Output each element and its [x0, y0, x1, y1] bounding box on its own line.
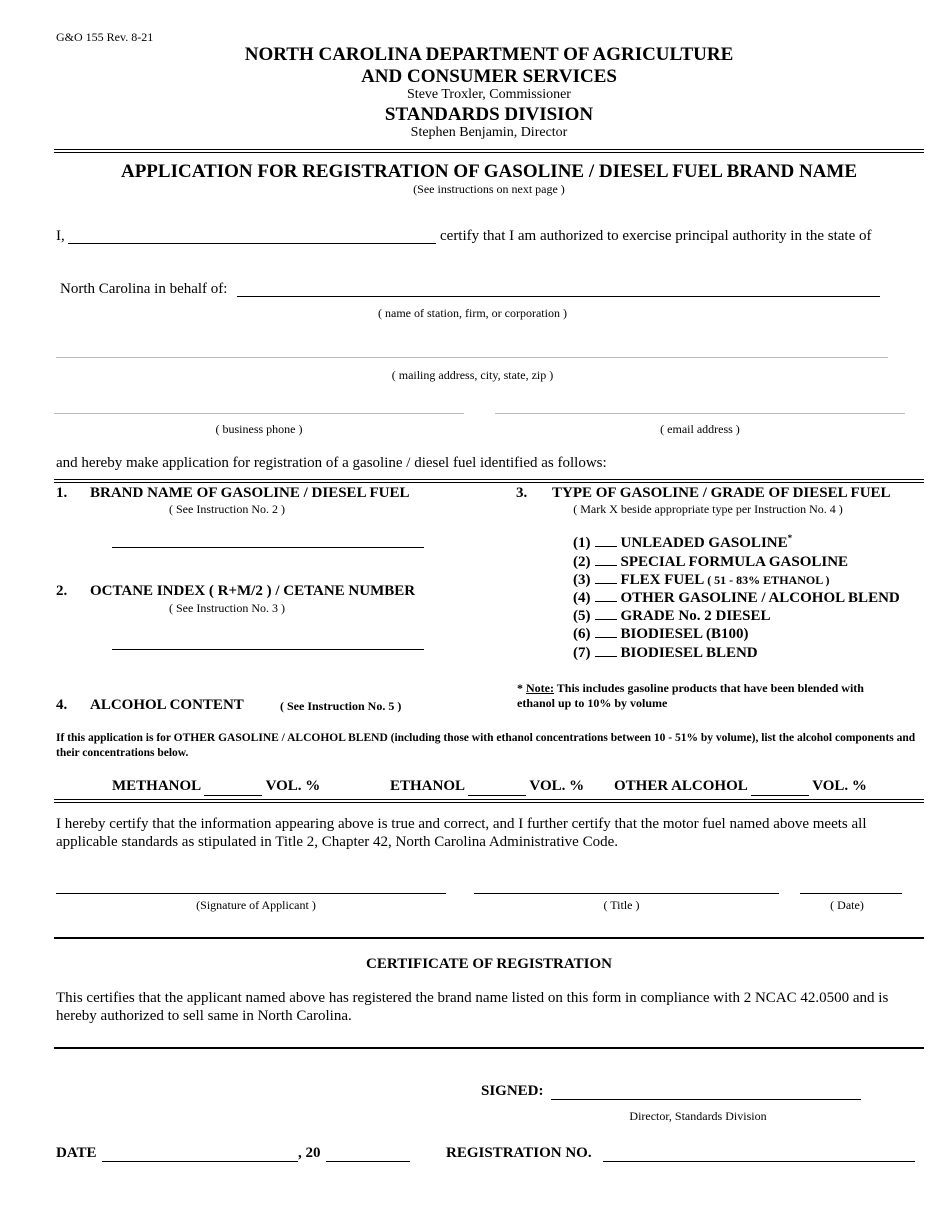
section1-instruction: ( See Instruction No. 2 ) [169, 502, 285, 516]
methanol-percent-field[interactable] [204, 779, 262, 796]
registration-date-field[interactable] [102, 1142, 298, 1162]
ethanol-percent-field[interactable] [468, 779, 526, 796]
date-caption: ( Date) [830, 898, 864, 912]
fuel-type-mark-1 [595, 532, 617, 547]
fuel-type-mark-7 [595, 642, 617, 657]
certificate-divider-top [54, 937, 924, 939]
mailing-address-field[interactable] [56, 338, 888, 358]
fuel-type-option-7[interactable]: (7) BIODIESEL BLEND [573, 642, 758, 662]
signed-label: SIGNED: [481, 1083, 544, 1099]
section-divider-bottom [54, 799, 924, 803]
fuel-type-option-6[interactable]: (6) BIODIESEL (B100) [573, 623, 748, 643]
date-label: DATE [56, 1145, 97, 1161]
form-title: APPLICATION FOR REGISTRATION OF GASOLINE / DIESEL FUEL BRAND NAME [120, 161, 857, 182]
blend-instructions: If this application is for OTHER GASOLINE / ALCOHOL BLEND (including those with ethanol concentrations between 10 - 51% by volume), list the alcohol components and their concentrations below. [56, 732, 916, 759]
department-name-line2: AND CONSUMER SERVICES [361, 66, 617, 87]
certification-text: I hereby certify that the information appearing above is true and correct, and I further certify that the motor fuel named above meets all applicable standards as stipulated in Title 2, Chapter 42, North Carolina Administrative Code. [56, 816, 867, 850]
signature-field[interactable] [56, 874, 446, 894]
application-intro: and hereby make application for registration of a gasoline / diesel fuel identified as follows: [56, 455, 607, 471]
fuel-type-option-1[interactable]: (1) UNLEADED GASOLINE* [573, 533, 793, 551]
registration-number-label: REGISTRATION NO. [446, 1145, 592, 1161]
fuel-type-option-2[interactable]: (2) SPECIAL FORMULA GASOLINE [573, 551, 848, 571]
form-subtitle: (See instructions on next page ) [413, 182, 565, 196]
brand-name-field[interactable] [112, 528, 424, 548]
section1-title: BRAND NAME OF GASOLINE / DIESEL FUEL [90, 485, 410, 501]
section-divider-top [54, 479, 924, 483]
fuel-type-mark-2 [595, 551, 617, 566]
registration-number-field[interactable] [603, 1142, 915, 1162]
section3-title: TYPE OF GASOLINE / GRADE OF DIESEL FUEL [552, 485, 891, 501]
fuel-type-option-5[interactable]: (5) GRADE No. 2 DIESEL [573, 605, 771, 625]
commissioner-name: Steve Troxler, Commissioner [407, 87, 571, 102]
section2-instruction: ( See Instruction No. 3 ) [169, 601, 285, 615]
methanol-entry: METHANOL VOL. % [112, 778, 321, 794]
director-caption: Director, Standards Division [629, 1109, 767, 1123]
certify-suffix: certify that I am authorized to exercise principal authority in the state of [440, 228, 872, 244]
section1-number: 1. [56, 485, 68, 501]
certificate-divider-bottom [54, 1047, 924, 1049]
fuel-type-option-3[interactable]: (3) FLEX FUEL ( 51 - 83% ETHANOL ) [573, 569, 830, 589]
director-signature-field[interactable] [551, 1080, 861, 1100]
fuel-type-option-4[interactable]: (4) OTHER GASOLINE / ALCOHOL BLEND [573, 587, 900, 607]
section3-instruction: ( Mark X beside appropriate type per Instruction No. 4 ) [573, 502, 843, 516]
ethanol-note-line2: ethanol up to 10% by volume [517, 696, 668, 710]
certify-prefix: I, [56, 228, 65, 244]
department-name-line1: NORTH CAROLINA DEPARTMENT OF AGRICULTURE [244, 44, 734, 65]
director-name: Stephen Benjamin, Director [410, 125, 568, 140]
business-name-field[interactable] [237, 277, 880, 297]
applicant-name-field[interactable] [68, 224, 436, 244]
fuel-type-mark-5 [595, 605, 617, 620]
ethanol-note: * Note: This includes gasoline products that have been blended with [517, 681, 864, 695]
section2-number: 2. [56, 583, 68, 599]
fuel-type-mark-3 [595, 569, 617, 584]
behalf-label: North Carolina in behalf of: [60, 281, 228, 297]
fuel-type-mark-4 [595, 587, 617, 602]
certificate-text: This certifies that the applicant named above has registered the brand name listed on this form in compliance with 2 NCAC 42.0500 and is hereby authorized to sell same in North Carolina. [56, 990, 889, 1024]
certificate-heading: CERTIFICATE OF REGISTRATION [366, 956, 612, 972]
header-divider [54, 149, 924, 153]
business-name-caption: ( name of station, firm, or corporation ) [378, 306, 567, 320]
date-field[interactable] [800, 874, 902, 894]
other-alcohol-entry: OTHER ALCOHOL VOL. % [614, 778, 867, 794]
other-alcohol-percent-field[interactable] [751, 779, 809, 796]
email-address-field[interactable] [495, 394, 905, 414]
business-phone-field[interactable] [54, 394, 464, 414]
form-number: G&O 155 Rev. 8-21 [56, 30, 154, 44]
mailing-address-caption: ( mailing address, city, state, zip ) [391, 368, 554, 382]
section4-title: ALCOHOL CONTENT [90, 697, 244, 713]
section4-number: 4. [56, 697, 68, 713]
section4-instruction: ( See Instruction No. 5 ) [280, 699, 402, 713]
business-phone-caption: ( business phone ) [215, 422, 303, 436]
year-prefix: , 20 [298, 1145, 321, 1161]
title-caption: ( Title ) [603, 898, 640, 912]
fuel-type-mark-6 [595, 623, 617, 638]
title-field[interactable] [474, 874, 779, 894]
division-name: STANDARDS DIVISION [384, 104, 594, 125]
signature-caption: (Signature of Applicant ) [196, 898, 316, 912]
section3-number: 3. [516, 485, 528, 501]
registration-year-field[interactable] [326, 1142, 410, 1162]
section2-title: OCTANE INDEX ( R+M/2 ) / CETANE NUMBER [90, 583, 416, 599]
ethanol-entry: ETHANOL VOL. % [390, 778, 585, 794]
email-address-caption: ( email address ) [660, 422, 740, 436]
octane-index-field[interactable] [112, 630, 424, 650]
